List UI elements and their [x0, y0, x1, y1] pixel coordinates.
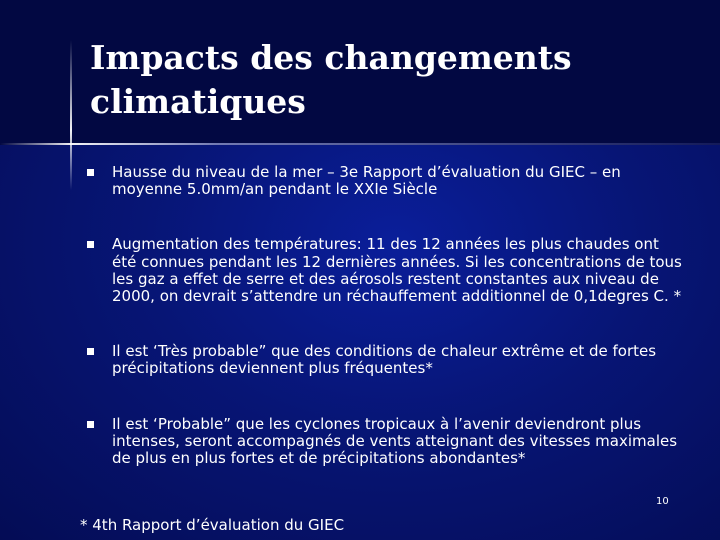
bullet-item [84, 416, 684, 468]
bullet-list [84, 164, 684, 467]
bullet-text: Il est ‘Probable” que les cyclones tropicaux à l’avenir deviendront plus intenses, seront accompagnés de vents atteignant des vitesses maximales de plus en plus fortes et de précipitations abondantes* [112, 414, 678, 468]
square-bullet-icon [87, 241, 94, 248]
slide-title-line-2: climatiques [90, 82, 306, 121]
page-number: 10 [656, 496, 669, 507]
square-bullet-icon [87, 348, 94, 355]
bullet-text: Hausse du niveau de la mer – 3e Rapport d’évaluation du GIEC – en moyenne 5.0mm/an pendant le XXIe Siècle [112, 163, 621, 199]
vertical-accent-line [70, 40, 72, 190]
slide-title-line-1: Impacts des changements [90, 38, 572, 77]
bullet-text: Augmentation des températures: 11 des 12 années les plus chaudes ont été connues pendant les 12 dernières années. Si les concentrations de tous les gaz a effet de serre et des aérosols restent constantes aux niveau de 2000, on devrait s’attendre un réchauffement additionnel de 0,1degres C. * [112, 235, 682, 306]
square-bullet-icon [87, 421, 94, 428]
bullet-text: Il est ‘Très probable” que des conditions de chaleur extrême et de fortes précipitations deviennent plus fréquentes* [112, 342, 657, 378]
square-bullet-icon [87, 169, 94, 176]
bullet-item [84, 343, 684, 377]
bullet-item [84, 164, 684, 198]
slide-title [90, 36, 690, 124]
bullet-item [84, 236, 684, 305]
horizontal-accent-line [0, 143, 720, 145]
footnote: * 4th Rapport d’évaluation du GIEC [80, 516, 345, 534]
